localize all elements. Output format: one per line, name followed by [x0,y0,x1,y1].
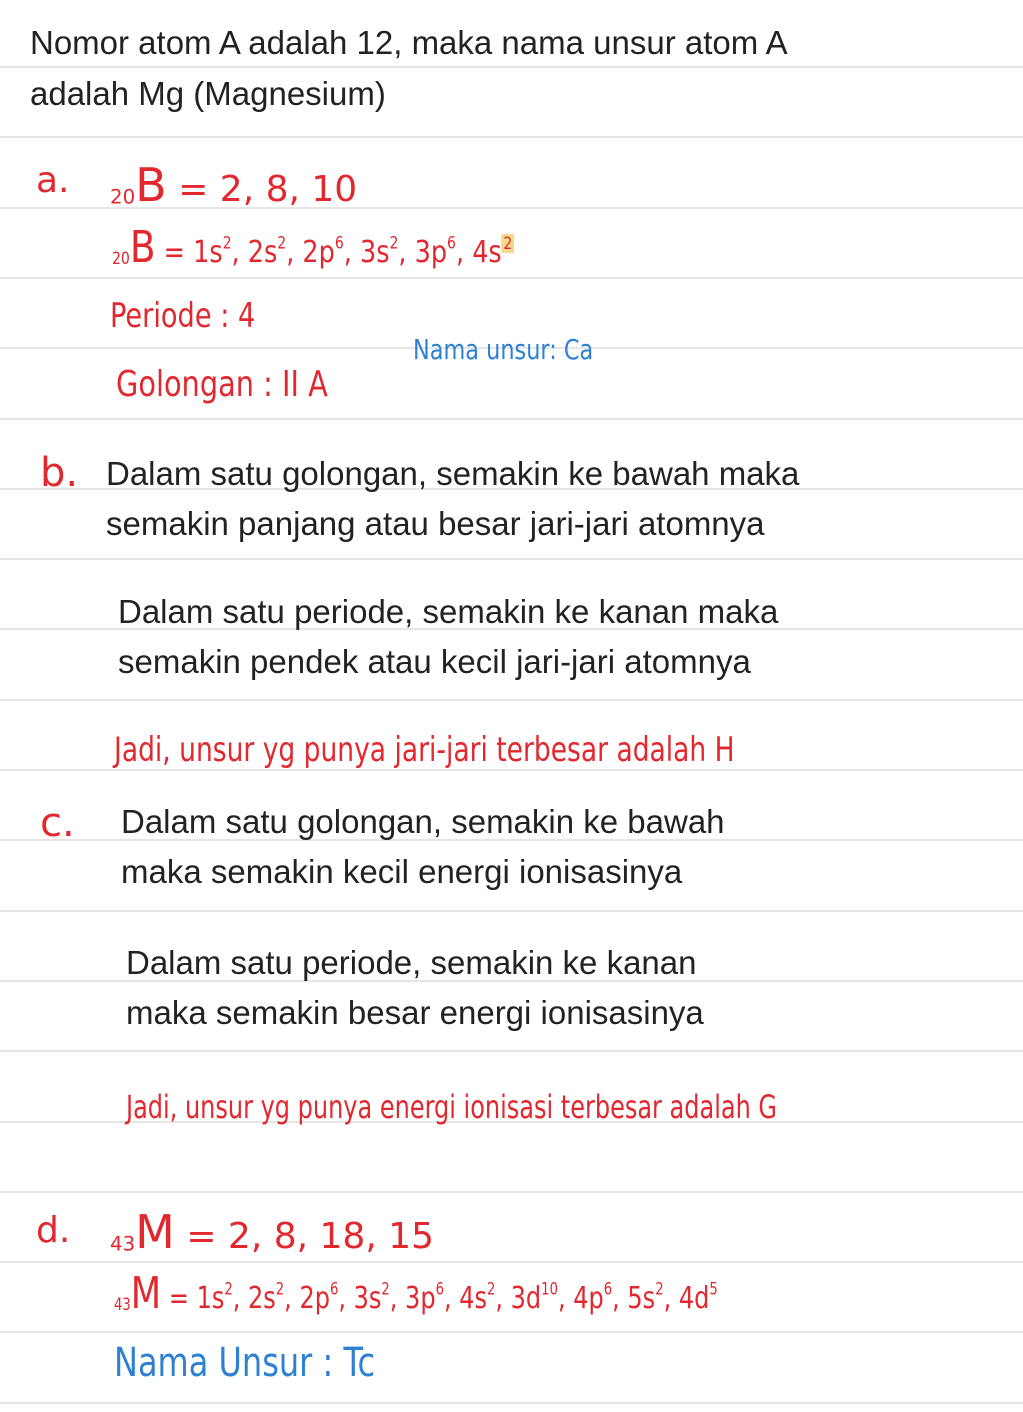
c-p2-line2: maka semakin besar energi ionisasinya [126,994,704,1031]
orbital-term: $3s^2$ [353,1279,390,1316]
b-p1-line2: semakin panjang atau besar jari-jari atomnya [106,505,765,542]
orbital-term: $5s^2$ [627,1279,664,1316]
shell-config: = 2, 8, 10 [178,169,358,210]
a-orbital-config [112,222,514,273]
electron-count: 2 [277,233,287,253]
a-shell-config [110,158,357,212]
rule-line [0,66,1023,68]
label-d: d. [36,1210,71,1251]
electron-count: 2 [381,1279,390,1299]
label-b: b. [40,450,79,496]
b-conclusion: Jadi, unsur yg punya jari-jari terbesar adalah H [114,730,735,770]
rule-line [0,136,1023,138]
orbital-term: $2s^2$ [248,1279,285,1316]
atomic-number: 43 [110,1232,136,1256]
label-a: a. [36,160,70,201]
rule-line [0,418,1023,420]
b-p2-line1: Dalam satu periode, semakin ke kanan maka [118,593,779,630]
rule-line [0,1191,1023,1193]
orbital-term: $3p^6$ [405,1279,444,1316]
rule-line [0,699,1023,701]
rule-line [0,558,1023,560]
orbital-term: $1s^2$ [193,233,232,270]
atomic-number: 20 [112,248,130,268]
d-nama-unsur: Nama Unsur : Tc [114,1340,376,1386]
electron-count: 2 [655,1279,664,1299]
electron-count: 2 [487,1279,496,1299]
element-symbol: B [135,158,167,212]
c-p1-line1: Dalam satu golongan, semakin ke bawah [121,803,725,840]
orbital-term: $1s^2$ [196,1279,233,1316]
element-symbol: B [129,222,156,273]
atomic-number: 43 [114,1294,131,1314]
electron-count: 2 [222,233,232,253]
element-symbol: M [135,1205,175,1259]
rule-line [0,1050,1023,1052]
orbital-term: $2p^6$ [302,233,344,270]
intro-line-2: adalah Mg (Magnesium) [30,75,386,112]
c-p1-line2: maka semakin kecil energi ionisasinya [121,853,683,890]
a-periode: Periode : 4 [110,296,256,336]
equals: = [163,235,185,270]
electron-count: 6 [447,233,456,253]
orbital-terms: $1s^2$, $2s^2$, $2p^6$, $3s^2$, $3p^6$, 4s $^2$ [193,233,513,270]
orbital-terms: $1s^2$, $2s^2$, $2p^6$, $3s^2$, $3p^6$, $4s^2$, $3d^{10}$, $4p^6$, $5s^2$, $4d^5$ [196,1279,718,1316]
electron-count: 2 [503,233,513,253]
orbital-term: $3d^{10}$ [510,1279,558,1316]
electron-count: 6 [334,233,344,253]
intro-line-1: Nomor atom A adalah 12, maka nama unsur atom A [30,24,788,61]
label-c: c. [40,800,75,846]
rule-line [0,1261,1023,1263]
electron-count: 6 [603,1279,613,1299]
orbital-term: $3p^6$ [414,233,456,270]
orbital-term: $4p^6$ [573,1279,613,1316]
shell-config: = 2, 8, 18, 15 [186,1216,435,1257]
orbital-term: $2s^2$ [247,233,287,270]
d-orbital-config [114,1268,718,1319]
b-p2-line2: semakin pendek atau kecil jari-jari atomnya [118,643,751,680]
b-p1-line1: Dalam satu golongan, semakin ke bawah maka [106,455,800,492]
orbital-term: $3s^2$ [359,233,399,270]
electron-count: 2 [275,1279,285,1299]
electron-count: 2 [389,233,399,253]
orbital-term: $4s^2$ [459,1279,496,1316]
electron-count: 6 [329,1279,339,1299]
atomic-number: 20 [110,185,136,209]
rule-line [0,1331,1023,1333]
c-p2-line1: Dalam satu periode, semakin ke kanan [126,944,697,981]
rule-line [0,910,1023,912]
d-shell-config [110,1205,434,1259]
electron-count: 6 [435,1279,444,1299]
orbital-term: $2p^6$ [299,1279,339,1316]
a-nama-unsur: Nama unsur: Ca [413,333,594,366]
element-symbol: M [130,1268,162,1319]
a-golongan: Golongan : II A [116,364,328,405]
rule-line [0,1402,1023,1404]
rule-line [0,277,1023,279]
c-conclusion: Jadi, unsur yg punya energi ionisasi terbesar adalah G [126,1088,778,1126]
electron-count: 10 [541,1279,558,1299]
electron-count: 2 [224,1279,233,1299]
orbital-term: 4s $^2$ [472,233,513,270]
equals: = [168,1281,189,1316]
electron-count: 5 [709,1279,718,1299]
orbital-term: $4d^5$ [678,1279,718,1316]
